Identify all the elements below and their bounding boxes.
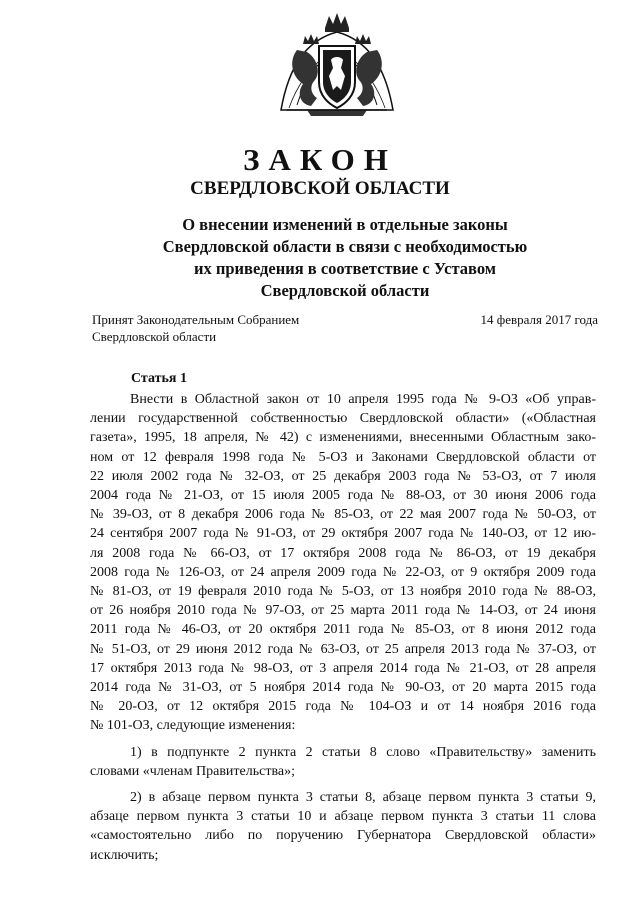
- article-line: 1) в подпункте 2 пункта 2 статьи 8 слово «Правительству» заменить: [130, 744, 596, 760]
- article-line: № 81-ОЗ, от 19 февраля 2010 года № 5-ОЗ, от 13 ноября 2010 года № 88-ОЗ,: [90, 584, 596, 600]
- law-subject: [0, 214, 640, 302]
- article-line: «самостоятельно либо по поручению Губернатора Свердловской области»: [90, 828, 596, 844]
- article-line: 22 июля 2002 года № 32-ОЗ, от 25 декабря 2003 года № 53-ОЗ, от 7 июля: [90, 468, 596, 484]
- article-paragraph: [90, 390, 596, 736]
- article-line: № 101-ОЗ, следующие изменения:: [90, 718, 296, 734]
- adoption-date: 14 февраля 2017 года: [480, 312, 598, 327]
- article-line: 2014 года № 31-ОЗ, от 5 ноября 2014 года № 90-ОЗ, от 20 марта 2015 года: [90, 680, 596, 696]
- law-subject-line: Свердловской области в связи с необходимостью: [162, 237, 528, 256]
- article-line: № 51-ОЗ, от 29 июня 2012 года № 63-ОЗ, от 25 апреля 2013 года № 37-ОЗ, от: [90, 641, 596, 657]
- region-title: СВЕРДЛОВСКОЙ ОБЛАСТИ: [190, 178, 450, 199]
- article-body: [90, 390, 596, 872]
- article-line: № 39-ОЗ, от 8 декабря 2006 года № 85-ОЗ, от 22 мая 2007 года № 50-ОЗ, от: [90, 507, 596, 523]
- article-line: № 20-ОЗ, от 12 октября 2015 года № 104-ОЗ и от 14 ноября 2016 года: [90, 699, 596, 715]
- law-subject-line: О внесении изменений в отдельные законы: [182, 215, 508, 234]
- article-line: 17 октября 2013 года № 98-ОЗ, от 3 апреля 2014 года № 21-ОЗ, от 28 апреля: [90, 660, 596, 676]
- article-line: 2008 года № 126-ОЗ, от 24 апреля 2009 года № 22-ОЗ, от 9 октября 2009 года: [90, 564, 596, 580]
- article-line: 24 сентября 2007 года № 91-ОЗ, от 29 октября 2007 года № 140-ОЗ, от 12 ию-: [90, 526, 596, 542]
- law-subject-line: их приведения в соответствие с Уставом: [193, 259, 497, 278]
- article-line: Внести в Областной закон от 10 апреля 1995 года № 9-ОЗ «Об управ-: [130, 392, 596, 407]
- article-line: абзаце первом пункта 3 статьи 10 и абзаце первом пункта 3 статьи 11 слова: [90, 809, 596, 825]
- article-line: ля 2008 года № 66-ОЗ, от 17 октября 2008 года № 86-ОЗ, от 19 декабря: [90, 545, 596, 561]
- article-line: 2004 года № 21-ОЗ, от 15 июля 2005 года № 88-ОЗ, от 30 июня 2006 года: [90, 488, 596, 504]
- article-line: исключить;: [90, 847, 159, 863]
- adopted-by-line: Принят Законодательным Собранием: [92, 312, 300, 327]
- law-subject-line: Свердловской области: [260, 281, 430, 300]
- coat-of-arms-icon: [267, 10, 407, 125]
- adopted-by-line: Свердловской области: [92, 329, 217, 344]
- article-paragraph: [90, 743, 596, 781]
- article-line: 2011 года № 46-ОЗ, от 20 октября 2011 года № 85-ОЗ, от 8 июня 2012 года: [90, 622, 596, 638]
- article-line: словами «членам Правительства»;: [90, 763, 295, 779]
- article-line: ном от 12 февраля 1998 года № 5-ОЗ и Законами Свердловской области от: [90, 449, 596, 465]
- article-line: от 26 ноября 2010 года № 97-ОЗ, от 25 марта 2011 года № 14-ОЗ, от 24 июня: [90, 603, 596, 619]
- article-title: Статья 1: [131, 371, 187, 386]
- adopted-by: [92, 311, 299, 345]
- law-title: ЗАКОН: [243, 142, 397, 177]
- article-line: 2) в абзаце первом пункта 3 статьи 8, абзаце первом пункта 3 статьи 9,: [130, 790, 596, 806]
- article-line: лении государственной собственностью Свердловской области» («Областная: [90, 411, 596, 427]
- article-paragraph: [90, 788, 596, 865]
- article-line: газета», 1995, 18 апреля, № 42) с изменениями, внесенными Областным зако-: [90, 430, 596, 446]
